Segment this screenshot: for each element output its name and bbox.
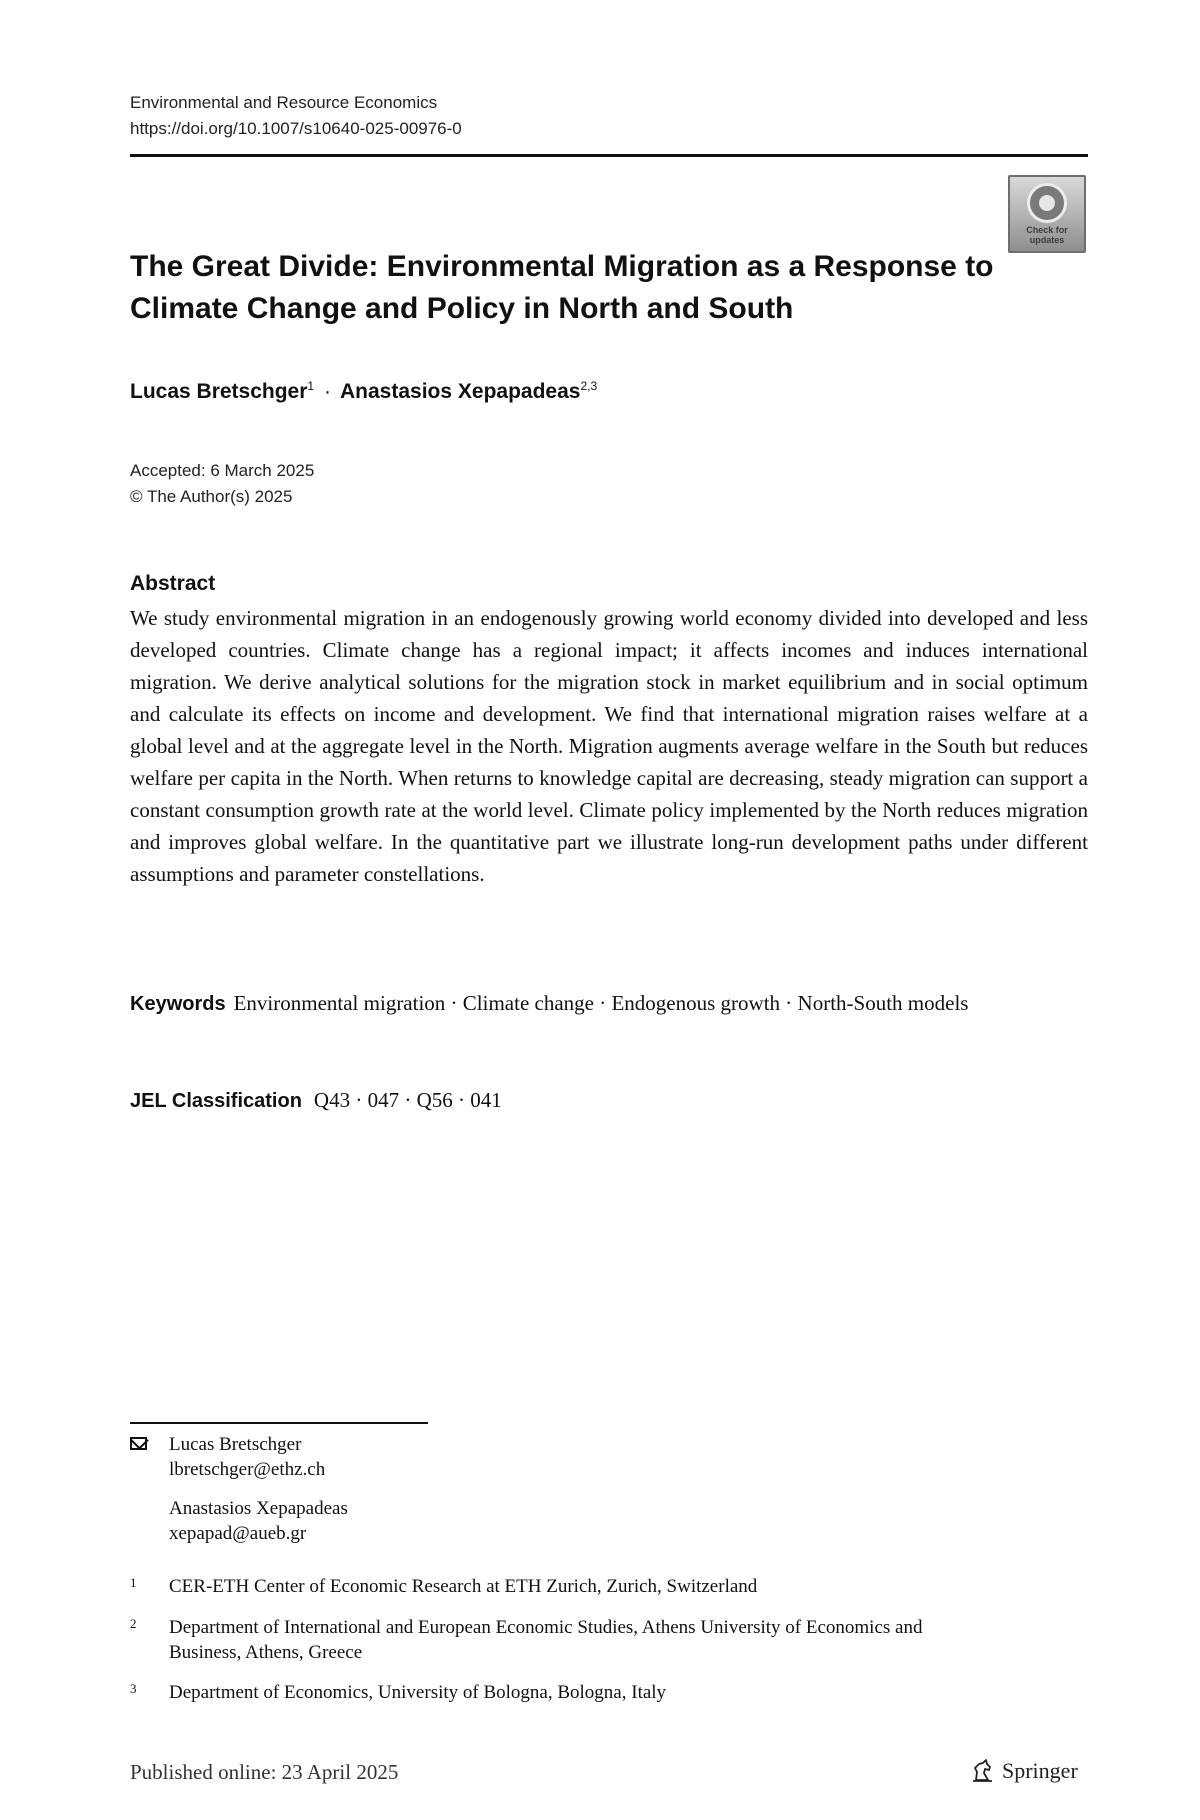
correspondence-entry — [169, 1496, 348, 1546]
correspondent-email[interactable]: xepapad@aueb.gr — [169, 1523, 307, 1544]
correspondence-entry — [169, 1432, 348, 1482]
footnote-rule — [130, 1422, 428, 1424]
affiliation-2 — [130, 1615, 930, 1665]
affiliation-3 — [130, 1680, 930, 1705]
affiliation-text: Department of International and European Economic Studies, Athens University of Economics and Business, Athens, Greece — [169, 1617, 923, 1663]
correspondent-name: Anastasios Xepapadeas — [169, 1498, 348, 1519]
author-name[interactable]: Anastasios Xepapadeas — [340, 380, 581, 403]
journal-header — [130, 90, 462, 142]
published-online-date: Published online: 23 April 2025 — [130, 1760, 399, 1784]
author-list — [130, 378, 597, 406]
jel-classification — [130, 1084, 502, 1117]
jel-label: JEL Classification — [130, 1090, 302, 1112]
affiliation-number: 2 — [130, 1616, 137, 1631]
keywords-text: Environmental migration · Climate change · Endogenous growth · North-South models — [233, 991, 969, 1015]
affiliation-text: CER-ETH Center of Economic Research at ETH Zurich, Zurich, Switzerland — [169, 1576, 758, 1597]
copyright-notice: © The Author(s) 2025 — [130, 487, 293, 506]
correspondent-email[interactable]: lbretschger@ethz.ch — [169, 1459, 326, 1480]
affiliation-1 — [130, 1574, 930, 1599]
envelope-icon — [130, 1437, 147, 1450]
keywords-label: Keywords — [130, 993, 226, 1015]
article-dates — [130, 458, 314, 510]
paper-title: The Great Divide: Environmental Migration as a Response to Climate Change and Policy in North and South — [130, 250, 994, 325]
publisher-logo[interactable] — [970, 1756, 1078, 1786]
check-for-updates-icon — [1027, 183, 1067, 223]
abstract-text: We study environmental migration in an endogenously growing world economy divided into developed and less developed countries. Climate change has a regional impact; it affects incomes and induces international migration. We derive analytical solutions for the migration stock in market equilibrium and in social optimum and calculate its effects on income and development. We find that international migration raises welfare at a global level and at the aggregate level in the North. Migration augments average welfare in the South but reduces welfare per capita in the North. When returns to knowledge capital are decreasing, steady migration can support a constant consumption growth rate at the world level. Climate policy implemented by the North reduces migration and improves global welfare. In the quantitative part we illustrate long-run development paths under different assumptions and parameter constellations. — [130, 606, 1088, 886]
jel-codes: Q43 · 047 · Q56 · 041 — [313, 1088, 502, 1112]
affiliation-text: Department of Economics, University of Bologna, Bologna, Italy — [169, 1682, 667, 1703]
keywords — [130, 987, 1088, 1020]
author-name[interactable]: Lucas Bretschger — [130, 380, 308, 403]
author-separator: · — [323, 380, 331, 403]
journal-name: Environmental and Resource Economics — [130, 93, 438, 112]
publisher-name: Springer — [1002, 1758, 1078, 1783]
springer-horse-icon — [970, 1758, 996, 1784]
header-rule — [130, 154, 1088, 157]
check-for-updates-badge[interactable] — [1008, 175, 1086, 253]
author-affiliation-marker: 2,3 — [580, 379, 598, 393]
affiliation-number: 3 — [130, 1681, 137, 1696]
doi-link[interactable]: https://doi.org/10.1007/s10640-025-00976-0 — [130, 119, 462, 138]
correspondent-name: Lucas Bretschger — [169, 1434, 302, 1455]
affiliation-number: 1 — [130, 1575, 137, 1590]
author-affiliation-marker: 1 — [307, 379, 315, 393]
accepted-date: Accepted: 6 March 2025 — [130, 461, 315, 480]
check-for-updates-label: Check for updates — [1026, 225, 1068, 245]
abstract-heading: Abstract — [130, 572, 216, 595]
correspondence — [130, 1432, 348, 1546]
